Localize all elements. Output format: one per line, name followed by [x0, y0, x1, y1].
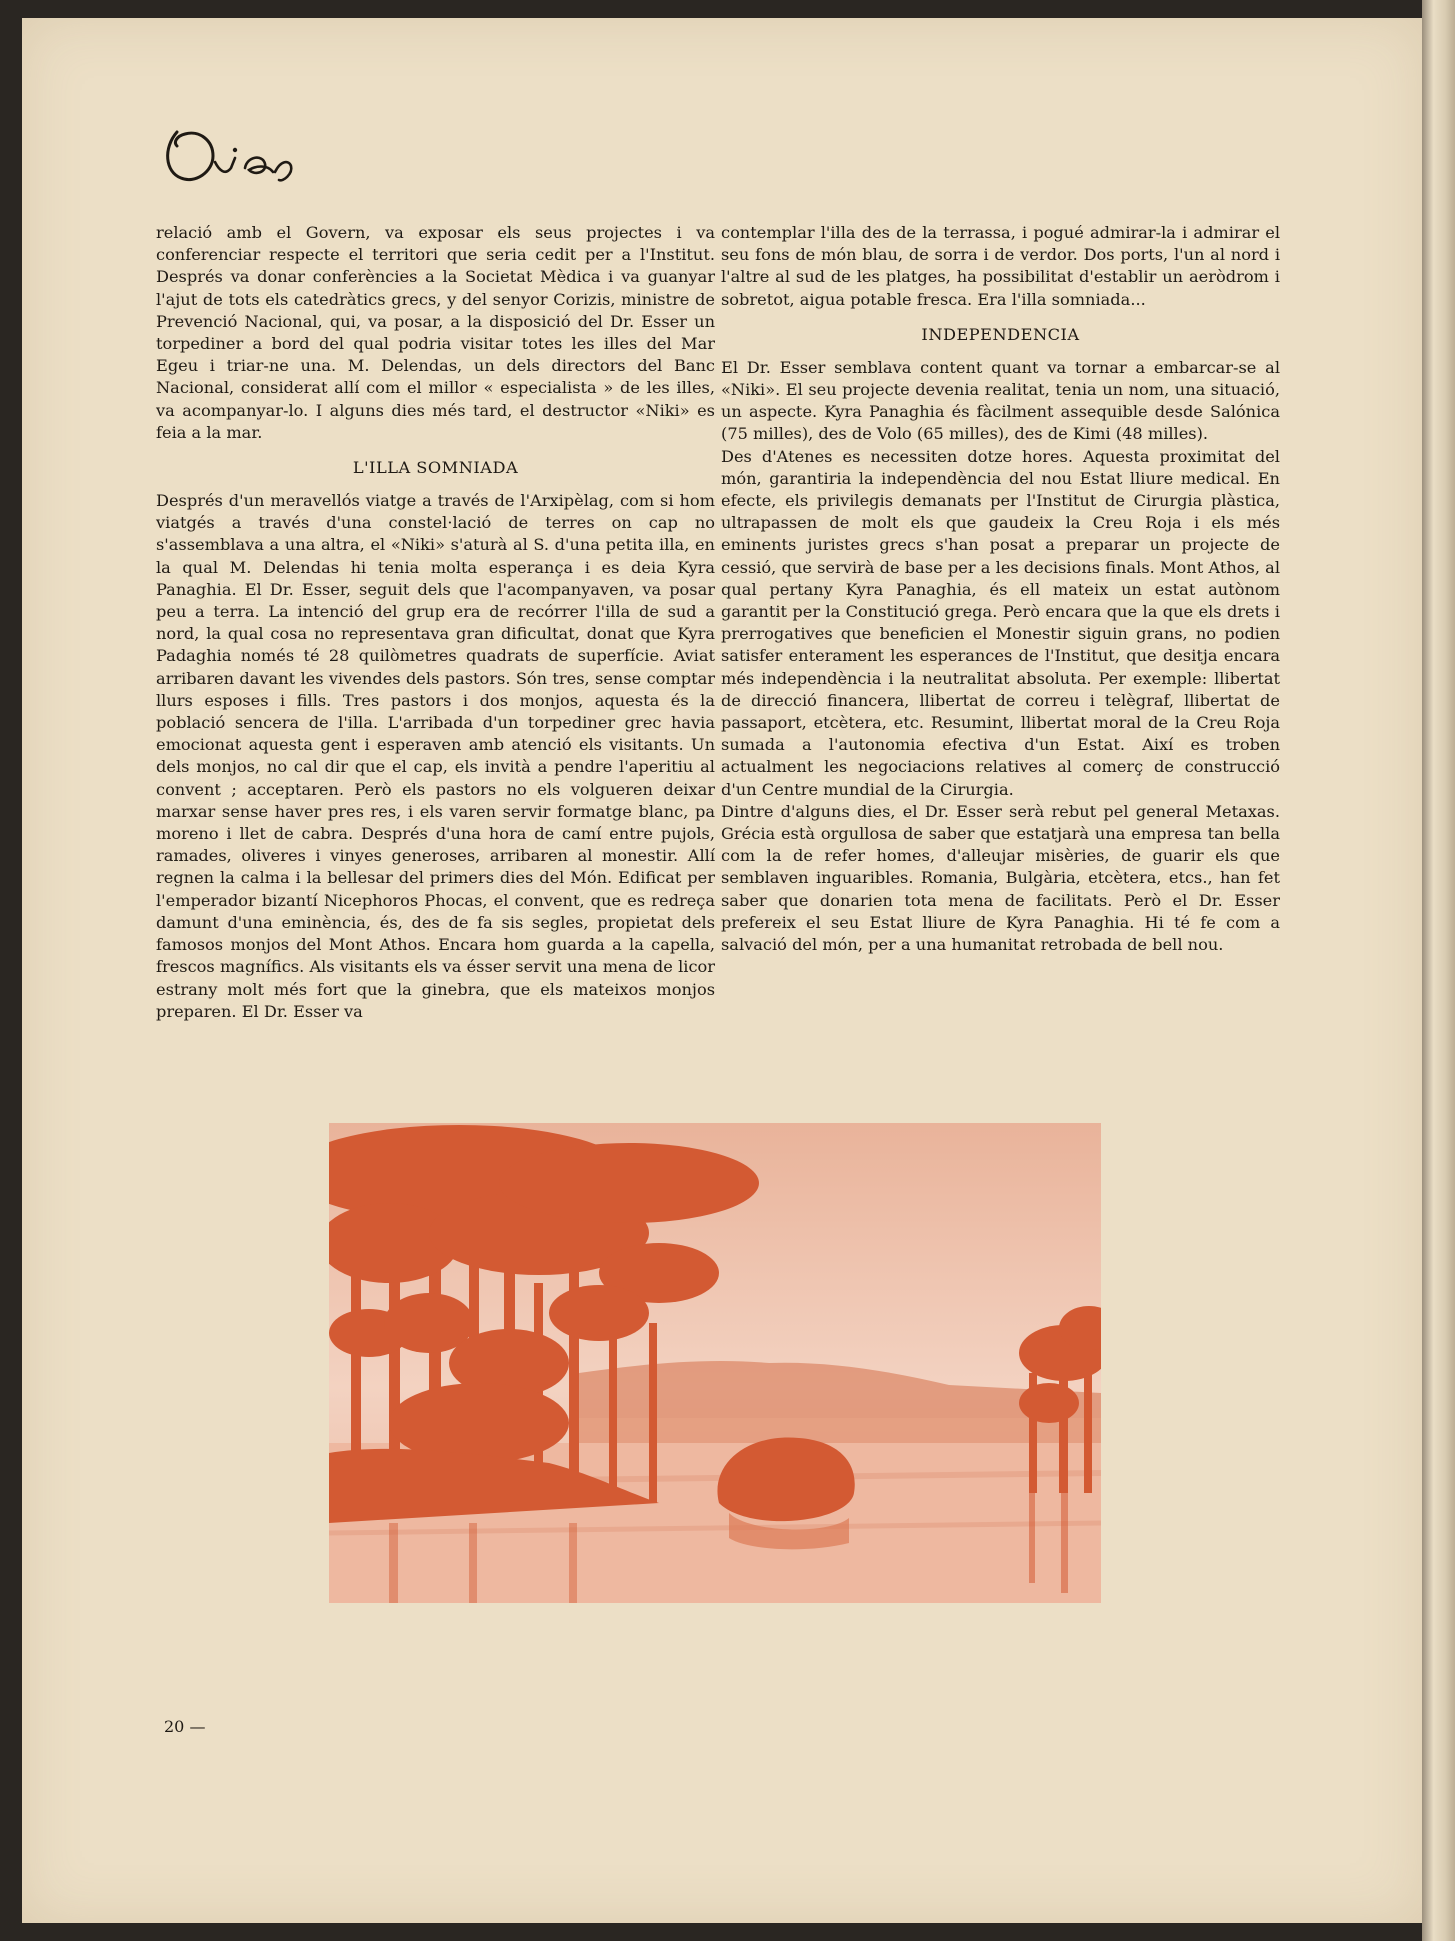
- binding-edge: [1422, 0, 1455, 1941]
- right-column: [721, 222, 1280, 956]
- right-paragraph-2: El Dr. Esser semblava content quant va tornar a embarcar-se al «Niki». El seu projecte devenia realitat, tenia un nom, una situació, un aspecte. Kyra Panaghia és fàcilment assequible desde Salónica (75 milles), des de Volo (65 milles), des de Kimi (48 milles).: [721, 357, 1280, 444]
- section-heading-independencia: INDEPENDENCIA: [921, 324, 1080, 344]
- pine-lake-image: [329, 1123, 1101, 1603]
- dias-logo: [155, 100, 355, 210]
- left-column: [156, 222, 715, 1023]
- landscape-illustration: [329, 1123, 1101, 1603]
- right-paragraph-3: Des d'Atenes es necessiten dotze hores. Aquesta proximitat del món, garantiria la independència del nou Estat lliure medical. En efecte, els privilegis demanats per l'Institut de Cirurgia plàstica, ultrapassen de molt els que gaudeix la Creu Roja i els més eminents juristes grecs s'han posat a preparar un projecte de cessió, que servirà de base per a les decisions finals. Mont Athos, al qual pertany Kyra Panaghia, és ell mateix un estat autònom garantit per la Constitució grega. Però encara que la que els drets i prerrogatives que beneficien el Monestir siguin grans, no podien satisfer enterament les esperances de l'Institut, que desitja encara més independència i la neutralitat absoluta. Per exemple: llibertat de direcció financera, llibertat de correu i telègraf, llibertat de passaport, etcètera, etc. Resumint, llibertat moral de la Creu Roja sumada a l'autonomia efectiva d'un Estat. Així es troben actualment les negociacions relatives al comerç de construcció d'un Centre mundial de la Cirurgia.: [721, 446, 1280, 799]
- right-paragraph-4: Dintre d'alguns dies, el Dr. Esser serà rebut pel general Metaxas. Grécia està orgullosa de saber que estatjarà una empresa tan bella com la de refer homes, d'alleujar misèries, de guarir els que semblaven inguaribles. Romania, Bulgària, etcètera, etcs., han fet saber que donarien tota mena de facilitats. Però el Dr. Esser prefereix el seu Estat lliure de Kyra Panaghia. Hi té fe com a salvació del món, per a una humanitat retrobada de bell nou.: [721, 801, 1280, 955]
- left-paragraph-1: relació amb el Govern, va exposar els seus projectes i va conferenciar respecte el territori que seria cedit per a l'Institut. Després va donar conferències a la Societat Mèdica i va guanyar l'ajut de tots els catedràtics grecs, y del senyor Corizis, ministre de Prevenció Nacional, qui, va posar, a la disposició del Dr. Esser un torpediner a bord del qual podria visitar totes les illes del Mar Egeu i triar-ne una. M. Delendas, un dels directors del Banc Nacional, considerat allí com el millor « especialista » de les illes, va acompanyar-lo. I alguns dies més tard, el destructor «Niki» es feia a la mar.: [156, 223, 715, 442]
- page-number: 20 —: [164, 1717, 206, 1736]
- section-heading-illa-somniada: L'ILLA SOMNIADA: [352, 458, 519, 478]
- left-paragraph-2: Després d'un meravellós viatge a través de l'Arxipèlag, com si hom viatgés a través d'una constel·lació de terres on cap no s'assemblava a una altra, el «Niki» s'aturà al S. d'una petita illa, en la qual M. Delendas hi tenia molta esperança i es deia Kyra Panaghia. El Dr. Esser, seguit dels que l'acompanyaven, va posar peu a terra. La intenció del grup era de recórrer l'illa de sud a nord, la qual cosa no representava gran dificultat, donat que Kyra Padaghia només té 28 quilòmetres quadrats de superfície. Aviat arribaren davant les vivendes dels pastors. Són tres, sense comptar llurs esposes i fills. Tres pastors i dos monjos, aquesta és la població sencera de l'illa. L'arribada d'un torpediner grec havia emocionat aquesta gent i esperaven amb atenció els visitants. Un dels monjos, no cal dir que el cap, els invità a pendre l'aperitiu al convent ; acceptaren. Però els pastors no els volgueren deixar marxar sense haver pres res, i els varen servir formatge blanc, pa moreno i llet de cabra. Després d'una hora de camí entre pujols, ramades, oliveres i vinyes generoses, arribaren al monestir. Allí regnen la calma i la bellesar del primers dies del Món. Edificat per l'emperador bizantí Nicephoros Phocas, el convent, que es redreça damunt d'una eminència, és, des de fa sis segles, propietat dels famosos monjos del Mont Athos. Encara hom guarda a la capella, frescos magnífics. Als visitants els va ésser servit una mena de licor estrany molt més fort que la ginebra, que els mateixos monjos preparen. El Dr. Esser va: [156, 491, 715, 1021]
- right-paragraph-1: contemplar l'illa des de la terrassa, i pogué admirar-la i admirar el seu fons de món blau, de sorra i de verdor. Dos ports, l'un al nord i l'altre al sud de les platges, ha possibilitat d'establir un aeròdrom i sobretot, aigua potable fresca. Era l'illa somniada...: [721, 223, 1280, 309]
